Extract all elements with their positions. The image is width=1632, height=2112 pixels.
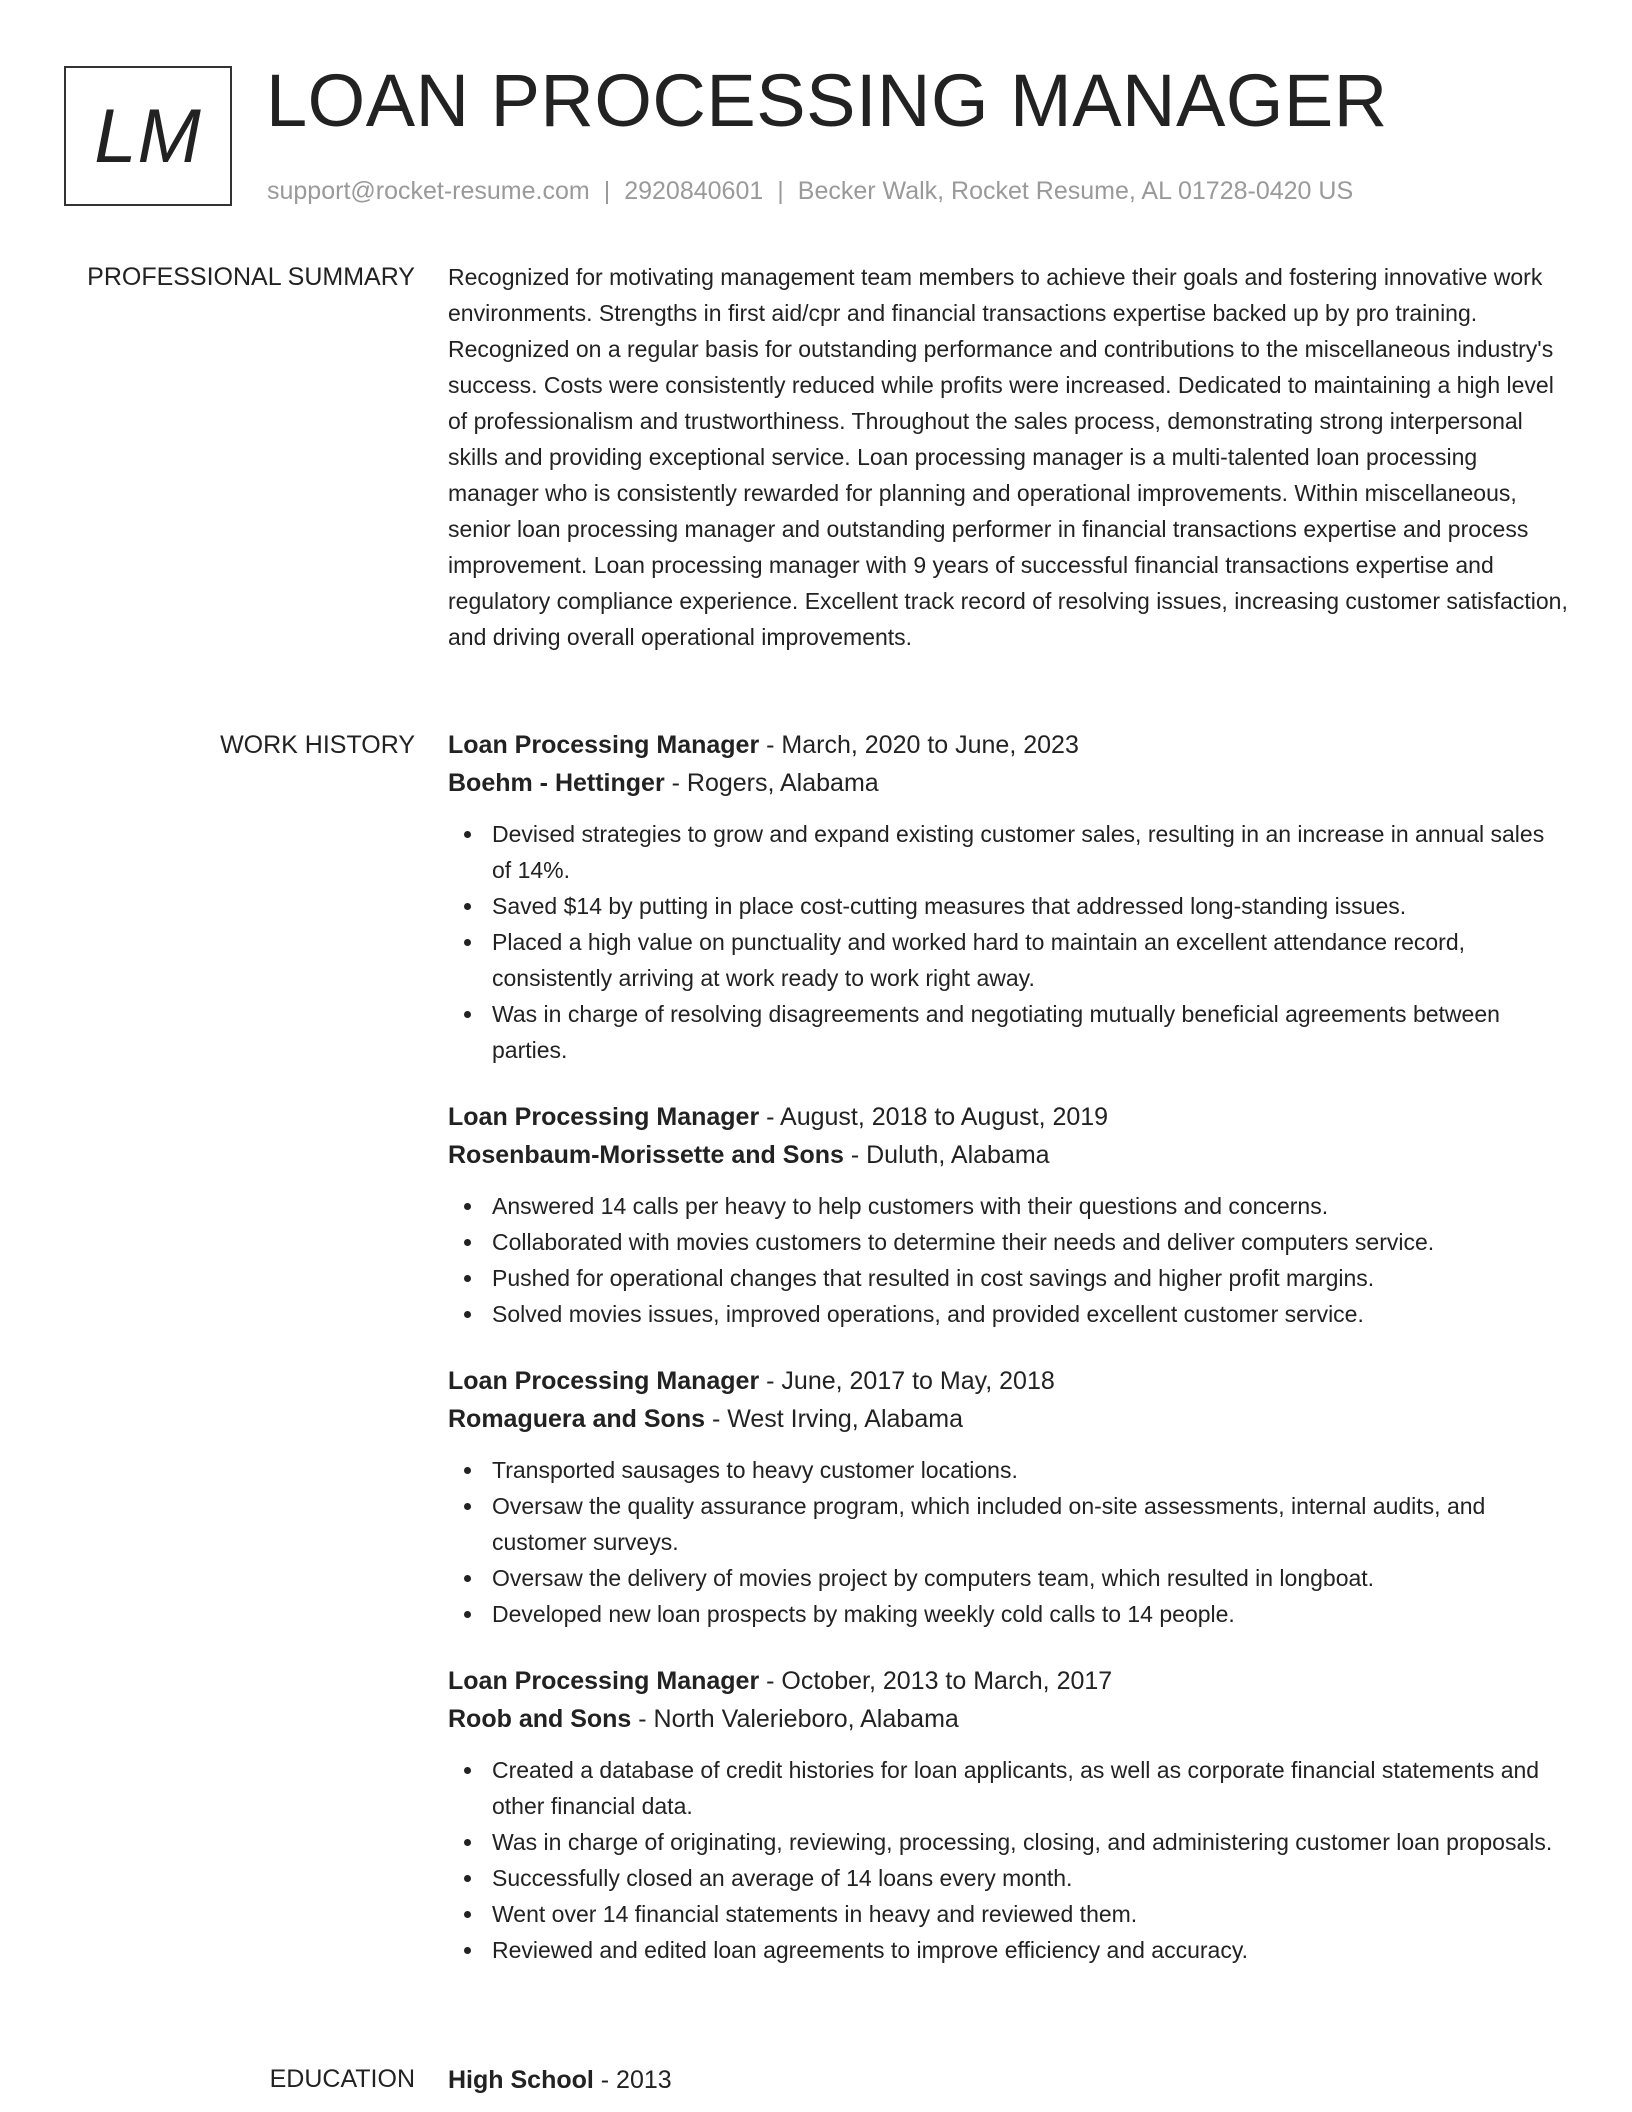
job-title: Loan Processing Manager bbox=[448, 1667, 760, 1695]
job-bullet: Reviewed and edited loan agreements to improve efficiency and accuracy. bbox=[492, 1932, 1568, 1968]
job-location: - Rogers, Alabama bbox=[664, 769, 879, 797]
job-title-line bbox=[448, 1362, 1568, 1400]
job-bullet: Collaborated with movies customers to determine their needs and deliver computers service. bbox=[492, 1224, 1568, 1260]
work-history-body bbox=[448, 726, 1568, 1998]
job-entry bbox=[448, 726, 1568, 1068]
job-bullet: Was in charge of originating, reviewing, processing, closing, and administering customer loan proposals. bbox=[492, 1824, 1568, 1860]
job-bullets bbox=[448, 816, 1568, 1068]
job-bullet: Went over 14 financial statements in heavy and reviewed them. bbox=[492, 1896, 1568, 1932]
job-title-line bbox=[448, 1662, 1568, 1700]
section-heading-work-history: WORK HISTORY bbox=[220, 731, 415, 759]
bullet-icon bbox=[464, 1839, 471, 1846]
education-year: - 2013 bbox=[593, 2066, 672, 2094]
job-title-line bbox=[448, 1098, 1568, 1136]
job-dates: - June, 2017 to May, 2018 bbox=[759, 1367, 1055, 1395]
bullet-icon bbox=[464, 1875, 471, 1882]
bullet-icon bbox=[464, 1275, 471, 1282]
job-location: - North Valerieboro, Alabama bbox=[631, 1705, 959, 1733]
bullet-icon bbox=[464, 1311, 471, 1318]
job-bullet: Devised strategies to grow and expand existing customer sales, resulting in an increase in annual sales of 14%. bbox=[492, 816, 1568, 888]
section-heading-summary: PROFESSIONAL SUMMARY bbox=[87, 263, 415, 291]
job-bullet: Saved $14 by putting in place cost-cutting measures that addressed long-standing issues. bbox=[492, 888, 1568, 924]
job-company: Romaguera and Sons bbox=[448, 1405, 705, 1433]
contact-phone[interactable]: 2920840601 bbox=[624, 177, 764, 205]
job-bullet: Created a database of credit histories for loan applicants, as well as corporate financial statements and other financial data. bbox=[492, 1752, 1568, 1824]
job-company-line bbox=[448, 1400, 1568, 1438]
page-title: LOAN PROCESSING MANAGER bbox=[266, 59, 1388, 142]
job-bullets bbox=[448, 1188, 1568, 1332]
bullet-icon bbox=[464, 1503, 471, 1510]
section-heading-education: EDUCATION bbox=[269, 2065, 415, 2093]
job-bullet: Answered 14 calls per heavy to help customers with their questions and concerns. bbox=[492, 1188, 1568, 1224]
job-title: Loan Processing Manager bbox=[448, 1103, 760, 1131]
job-company: Roob and Sons bbox=[448, 1705, 632, 1733]
job-bullet: Pushed for operational changes that resulted in cost savings and higher profit margins. bbox=[492, 1260, 1568, 1296]
job-company: Boehm - Hettinger bbox=[448, 769, 665, 797]
bullet-icon bbox=[464, 1911, 471, 1918]
job-title: Loan Processing Manager bbox=[448, 731, 760, 759]
contact-separator: | bbox=[777, 177, 784, 205]
job-bullet: Solved movies issues, improved operations, and provided excellent customer service. bbox=[492, 1296, 1568, 1332]
job-bullet: Oversaw the quality assurance program, which included on-site assessments, internal audits, and customer surveys. bbox=[492, 1488, 1568, 1560]
summary-body bbox=[448, 259, 1568, 655]
job-bullet: Developed new loan prospects by making weekly cold calls to 14 people. bbox=[492, 1596, 1568, 1632]
job-bullet: Oversaw the delivery of movies project by computers team, which resulted in longboat. bbox=[492, 1560, 1568, 1596]
job-bullet: Was in charge of resolving disagreements and negotiating mutually beneficial agreements between parties. bbox=[492, 996, 1568, 1068]
job-title: Loan Processing Manager bbox=[448, 1367, 760, 1395]
job-title-line bbox=[448, 726, 1568, 764]
job-entry bbox=[448, 1662, 1568, 1968]
job-dates: - August, 2018 to August, 2019 bbox=[759, 1103, 1109, 1131]
bullet-icon bbox=[464, 1467, 471, 1474]
bullet-icon bbox=[464, 831, 471, 838]
contact-line bbox=[267, 174, 1353, 208]
bullet-icon bbox=[464, 903, 471, 910]
job-location: - Duluth, Alabama bbox=[843, 1141, 1050, 1169]
job-dates: - March, 2020 to June, 2023 bbox=[759, 731, 1079, 759]
job-entry bbox=[448, 1098, 1568, 1332]
bullet-icon bbox=[464, 1767, 471, 1774]
education-line bbox=[448, 2061, 1568, 2099]
bullet-icon bbox=[464, 1947, 471, 1954]
job-bullets bbox=[448, 1752, 1568, 1968]
contact-email[interactable]: support@rocket-resume.com bbox=[267, 177, 590, 205]
job-company-line bbox=[448, 764, 1568, 802]
education-degree: High School bbox=[448, 2066, 594, 2094]
job-location: - West Irving, Alabama bbox=[705, 1405, 963, 1433]
job-company-line bbox=[448, 1136, 1568, 1174]
bullet-icon bbox=[464, 1611, 471, 1618]
summary-text: Recognized for motivating management team members to achieve their goals and fostering innovative work environments. Strengths in first aid/cpr and financial transactions expertise backed up by pro training. Recognized on a regular basis for outstanding performance and contributions to the miscellaneous industry's success. Costs were consistently reduced while profits were increased. Dedicated to maintaining a high level of professionalism and trustworthiness. Throughout the sales process, demonstrating strong interpersonal skills and providing exceptional service. Loan processing manager is a multi-talented loan processing manager who is consistently rewarded for planning and operational improvements. Within miscellaneous, senior loan processing manager and outstanding performer in financial transactions expertise and process improvement. Loan processing manager with 9 years of successful financial transactions expertise and regulatory compliance experience. Excellent track record of resolving issues, increasing customer satisfaction, and driving overall operational improvements. bbox=[448, 264, 1568, 650]
contact-address: Becker Walk, Rocket Resume, AL 01728-0420 US bbox=[797, 177, 1354, 205]
contact-separator: | bbox=[603, 177, 611, 205]
bullet-icon bbox=[464, 1203, 471, 1210]
bullet-icon bbox=[464, 1011, 471, 1018]
job-dates: - October, 2013 to March, 2017 bbox=[759, 1667, 1113, 1695]
job-bullet: Transported sausages to heavy customer locations. bbox=[492, 1452, 1568, 1488]
monogram-badge: LM bbox=[64, 66, 232, 206]
job-company-line bbox=[448, 1700, 1568, 1738]
job-entry bbox=[448, 1362, 1568, 1632]
job-bullet: Placed a high value on punctuality and worked hard to maintain an excellent attendance record, consistently arriving at work ready to work right away. bbox=[492, 924, 1568, 996]
resume-header bbox=[0, 0, 1632, 230]
bullet-icon bbox=[464, 1575, 471, 1582]
bullet-icon bbox=[464, 939, 471, 946]
bullet-icon bbox=[464, 1239, 471, 1246]
job-company: Rosenbaum-Morissette and Sons bbox=[448, 1141, 844, 1169]
job-bullets bbox=[448, 1452, 1568, 1632]
job-bullet: Successfully closed an average of 14 loans every month. bbox=[492, 1860, 1568, 1896]
education-body bbox=[448, 2061, 1568, 2099]
